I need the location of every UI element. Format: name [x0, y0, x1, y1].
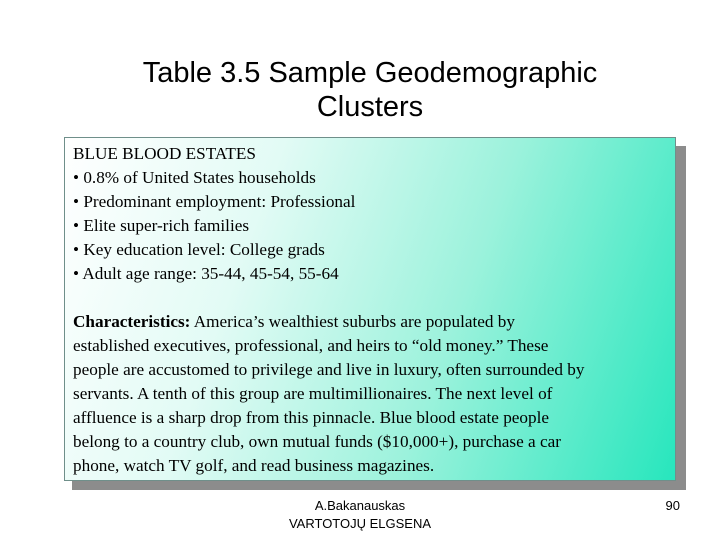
bullet-age-range: • Adult age range: 35-44, 45-54, 55-64 — [73, 264, 339, 283]
characteristics-line-1 — [73, 310, 673, 334]
paragraph-gap — [73, 286, 675, 310]
characteristics-line-2: established executives, professional, and heirs to “old money.” These — [73, 336, 549, 355]
page-number: 90 — [665, 498, 680, 513]
characteristics-text-1: America’s wealthiest suburbs are populated by — [190, 312, 515, 331]
characteristics-paragraph — [73, 310, 673, 478]
footer-author: A.Bakanauskas — [314, 498, 406, 513]
bullet-employment: • Predominant employment: Professional — [73, 192, 356, 211]
slide-title — [60, 56, 680, 124]
bullet-education: • Key education level: College grads — [73, 240, 325, 259]
slide-title-line-2: Clusters — [316, 91, 424, 123]
bullet-families: • Elite super-rich families — [73, 216, 250, 235]
footer-course: VARTOTOJŲ ELGSENA — [288, 516, 432, 531]
bullet-households: • 0.8% of United States households — [73, 168, 316, 187]
cluster-name: BLUE BLOOD ESTATES — [73, 144, 256, 163]
characteristics-line-4: servants. A tenth of this group are multimillionaires. The next level of — [73, 384, 553, 403]
cluster-content-box — [64, 137, 676, 481]
slide-title-line-1: Table 3.5 Sample Geodemographic — [142, 57, 598, 89]
characteristics-line-3: people are accustomed to privilege and live in luxury, often surrounded by — [73, 360, 585, 379]
footer-credit — [250, 497, 470, 533]
characteristics-label: Characteristics: — [73, 312, 191, 331]
characteristics-line-5: affluence is a sharp drop from this pinnacle. Blue blood estate people — [73, 408, 550, 427]
characteristics-line-7: phone, watch TV golf, and read business magazines. — [73, 456, 435, 475]
characteristics-line-6: belong to a country club, own mutual funds ($10,000+), purchase a car — [73, 432, 561, 451]
